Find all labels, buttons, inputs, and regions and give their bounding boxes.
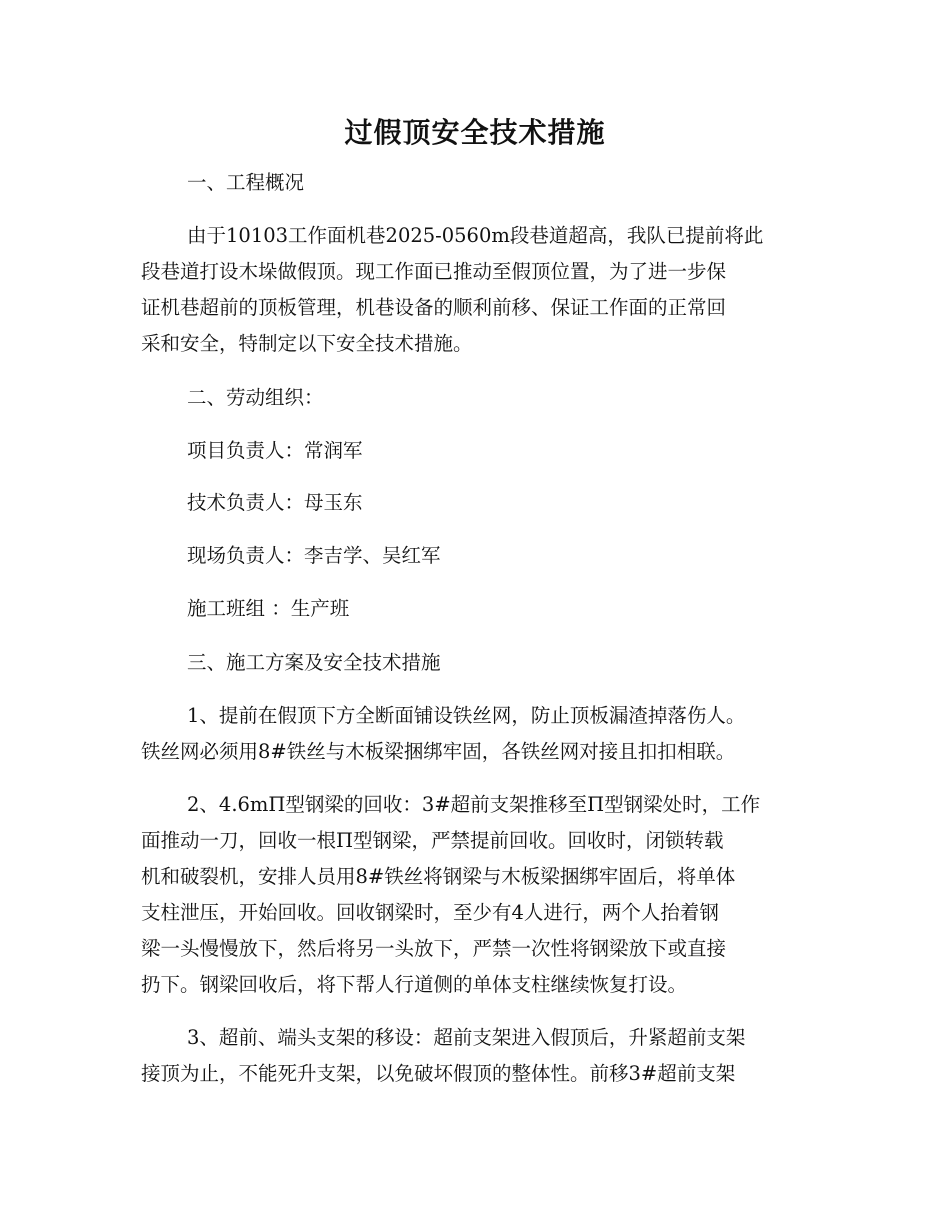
tech-lead: 技术负责人：母玉东 bbox=[187, 491, 363, 514]
paragraph-line: 接顶为止，不能死升支架，以免破坏假顶的整体性。前移3#超前支架 bbox=[141, 1062, 736, 1085]
paragraph-line: 机和破裂机，安排人员用8#铁丝将钢梁与木板梁捆绑牢固后，将单体 bbox=[141, 865, 736, 888]
paragraph-line: 3、超前、端头支架的移设：超前支架进入假顶后，升紧超前支架 bbox=[187, 1026, 746, 1049]
document-title: 过假顶安全技术措施 bbox=[344, 116, 606, 149]
section-heading-overview: 一、工程概况 bbox=[187, 171, 305, 194]
site-lead: 现场负责人：李吉学、吴红军 bbox=[187, 544, 441, 567]
paragraph-line: 面推动一刀，回收一根Π型钢梁，严禁提前回收。回收时，闭锁转载 bbox=[141, 829, 724, 852]
paragraph-line: 由于10103工作面机巷2025-0560m段巷道超高，我队已提前将此 bbox=[187, 224, 764, 247]
section-heading-plan: 三、施工方案及安全技术措施 bbox=[187, 651, 441, 674]
paragraph-line: 采和安全，特制定以下安全技术措施。 bbox=[141, 332, 473, 355]
section-heading-labor: 二、劳动组织： bbox=[187, 386, 324, 409]
paragraph-line: 2、4.6mΠ型钢梁的回收：3#超前支架推移至Π型钢梁处时，工作 bbox=[187, 793, 761, 816]
paragraph-line: 证机巷超前的顶板管理，机巷设备的顺利前移、保证工作面的正常回 bbox=[141, 296, 727, 319]
paragraph-line: 段巷道打设木垛做假顶。现工作面已推动至假顶位置，为了进一步保 bbox=[141, 260, 727, 283]
project-lead: 项目负责人：常润军 bbox=[187, 439, 363, 462]
paragraph-line: 梁一头慢慢放下，然后将另一头放下，严禁一次性将钢梁放下或直接 bbox=[141, 937, 727, 960]
paragraph-line: 1、提前在假顶下方全断面铺设铁丝网，防止顶板漏渣掉落伤人。 bbox=[187, 704, 746, 727]
paragraph-line: 扔下。钢梁回收后，将下帮人行道侧的单体支柱继续恢复打设。 bbox=[141, 973, 688, 996]
paragraph-line: 支柱泄压，开始回收。回收钢梁时，至少有4人进行，两个人抬着钢 bbox=[141, 901, 719, 924]
construction-crew: 施工班组 ：生产班 bbox=[187, 597, 350, 620]
paragraph-line: 铁丝网必须用8#铁丝与木板梁捆绑牢固，各铁丝网对接且扣扣相联。 bbox=[141, 740, 736, 763]
